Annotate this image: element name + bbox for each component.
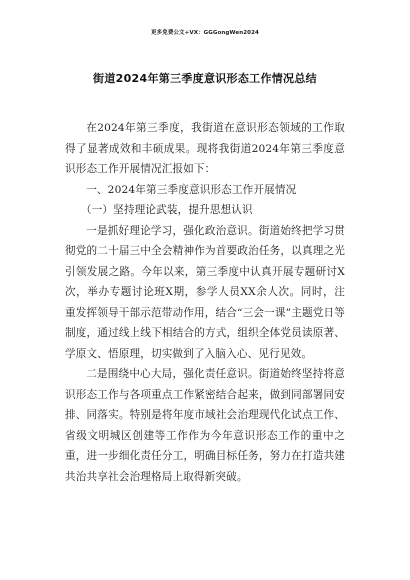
section-heading: 一、2024年第三季度意识形态工作开展情况 (86, 183, 297, 196)
body-paragraph-1: 一是抓好理论学习，强化政治意识。街道始终把学习贯彻党的二十届三中全会精神作为首要政治任务，以真理之光引领发展之路。今年以来，第三季度中认真开展专题研讨X次，举办专题讨论班X期，参学人员XX余人次。同时，注重发挥领导干部示范带动作用，结合“三会一课”主题党日等制度，通过线上线下相结合的方式，组织全体党员读原著、学原文、悟原理，切实做到了入脑入心、见行见效。 (65, 224, 345, 360)
body-paragraph-2: 二是围绕中心大局，强化责任意识。街道始终坚持将意识形态工作与各项重点工作紧密结合起来，做到同部署同安排、同落实。特别是将年度市域社会治理现代化试点工作、省级文明城区创建等工作作为今年意识形态工作的重中之重，进一步细化责任分工，明确目标任务，努力在打造共建共治共享社会治理格局上取得新突破。 (65, 368, 345, 483)
document-body (65, 118, 345, 487)
intro-paragraph: 在2024年第三季度，我街道在意识形态领域的工作取得了显著成效和丰硕成果。现将我街道2024年第三季度意识形态工作开展情况汇报如下： (65, 122, 345, 175)
header-note: 更多免费公文+VX：GGGongWen2024 (151, 30, 259, 36)
document-title: 街道2024年第三季度意识形态工作情况总结 (93, 72, 317, 85)
section-subheading: （一）坚持理论武装，提升思想认识 (80, 204, 253, 216)
